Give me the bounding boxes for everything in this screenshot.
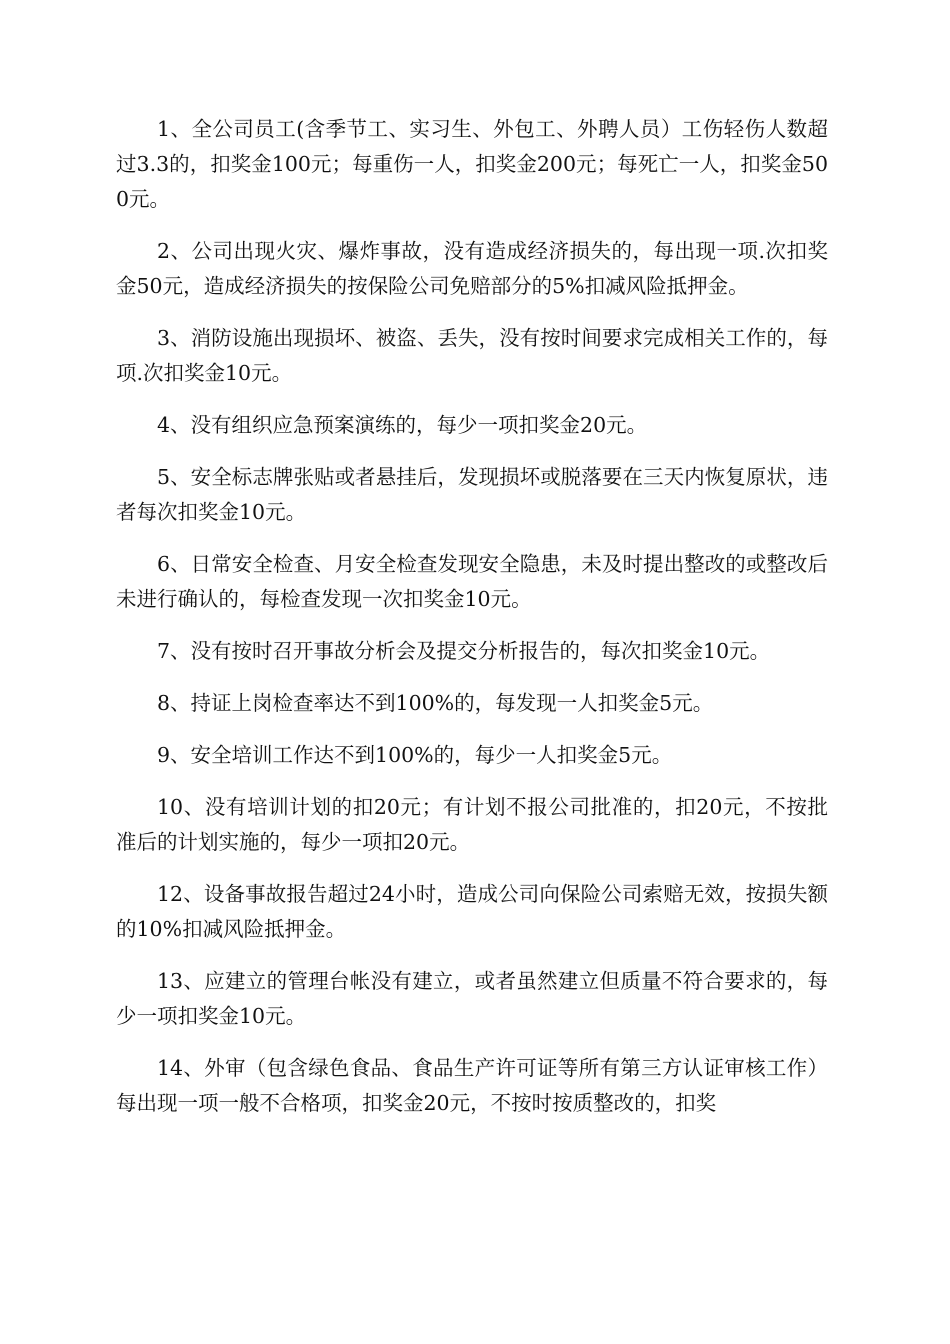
paragraph-8: 8、持证上岗检查率达不到100%的，每发现一人扣奖金5元。 xyxy=(157,691,714,715)
paragraph-6: 6、日常安全检查、月安全检查发现安全隐患，未及时提出整改的或整改后未进行确认的，每检查发现一次扣奖金10元。 xyxy=(116,552,828,611)
paragraph-4: 4、没有组织应急预案演练的，每少一项扣奖金20元。 xyxy=(157,413,648,437)
paragraph-12: 12、设备事故报告超过24小时，造成公司向保险公司索赔无效，按损失额的10%扣减风险抵押金。 xyxy=(116,882,828,941)
paragraph-7: 7、没有按时召开事故分析会及提交分析报告的，每次扣奖金10元。 xyxy=(157,639,771,663)
paragraph-5: 5、安全标志牌张贴或者悬挂后，发现损坏或脱落要在三天内恢复原状，违者每次扣奖金10元。 xyxy=(116,465,828,524)
paragraph-1: 1、全公司员工(含季节工、实习生、外包工、外聘人员）工伤轻伤人数超过3.3的，扣奖金100元；每重伤一人，扣奖金200元；每死亡一人，扣奖金500元。 xyxy=(116,117,828,211)
paragraph-10: 10、没有培训计划的扣20元；有计划不报公司批准的，扣20元，不按批准后的计划实施的，每少一项扣20元。 xyxy=(116,795,828,854)
paragraph-13: 13、应建立的管理台帐没有建立，或者虽然建立但质量不符合要求的，每少一项扣奖金10元。 xyxy=(116,969,828,1028)
paragraph-9: 9、安全培训工作达不到100%的，每少一人扣奖金5元。 xyxy=(157,743,673,767)
document-body xyxy=(116,112,828,1138)
paragraph-3: 3、消防设施出现损坏、被盗、丢失，没有按时间要求完成相关工作的，每项.次扣奖金10元。 xyxy=(116,326,828,385)
paragraph-14: 14、外审（包含绿色食品、食品生产许可证等所有第三方认证审核工作）每出现一项一般不合格项，扣奖金20元，不按时按质整改的，扣奖 xyxy=(116,1056,828,1115)
paragraph-2: 2、公司出现火灾、爆炸事故，没有造成经济损失的，每出现一项.次扣奖金50元，造成经济损失的按保险公司免赔部分的5%扣减风险抵押金。 xyxy=(116,239,828,298)
